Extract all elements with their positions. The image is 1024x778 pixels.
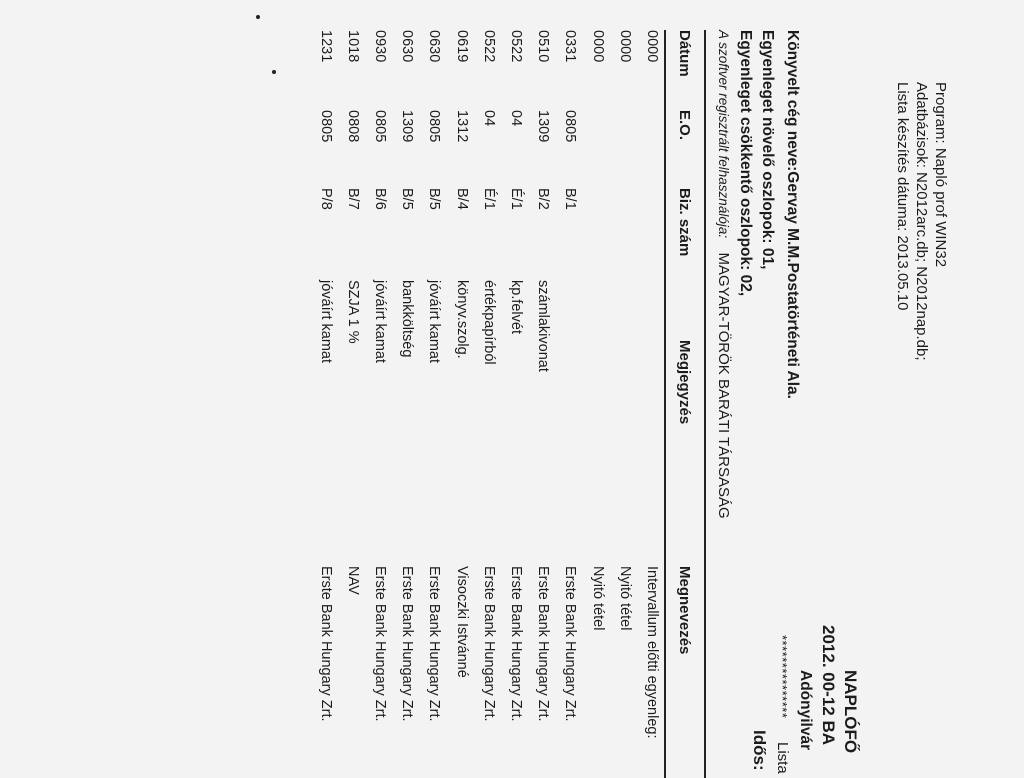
footer-lista: Lista (774, 742, 791, 774)
cell-megjegyzes: számlakivonat (535, 280, 552, 372)
table-row (500, 30, 524, 778)
binding-dot (256, 15, 260, 19)
cell-megjegyzes: jóváírt kamat (426, 280, 443, 363)
cell-eo: 0808 (344, 110, 361, 143)
company-name: Könyvelt cég neve:Gervay M.M.Postatörténeti Ala. (784, 30, 801, 399)
cell-biz: B/4 (453, 188, 470, 210)
cell-megnevezes: Erste Bank Hungary Zrt. (508, 566, 524, 722)
cell-biz: É/1 (508, 188, 524, 210)
cell-megnevezes: Erste Bank Hungary Zrt. (562, 566, 579, 722)
cell-datum: 0630 (426, 30, 443, 63)
cell-eo: 0805 (317, 110, 334, 143)
cell-datum: 1018 (344, 30, 361, 63)
decreasing-columns: Egyenleget csökkentő oszlopok: 02, (737, 30, 754, 297)
cell-datum: 1231 (317, 30, 334, 63)
licensee-name: MAGYAR-TÖRÖK BARÁTI TÁRSASÁG (715, 252, 732, 519)
table-row (609, 30, 633, 778)
cell-eo: 1309 (535, 110, 552, 143)
cell-biz: É/1 (480, 188, 497, 210)
report-period: 2012. 00-12 BA (819, 625, 838, 746)
cell-biz: B/5 (399, 188, 416, 210)
table-row (337, 30, 361, 778)
table-row (364, 30, 388, 778)
cell-eo: 0805 (562, 110, 579, 143)
report-title: NAPLÓFŐ (841, 670, 860, 754)
cell-eo: 04 (508, 110, 524, 127)
table-body (280, 30, 660, 778)
col-eo: E.O. (676, 110, 693, 141)
table-row (446, 30, 470, 778)
cell-datum: 0630 (399, 30, 416, 63)
cell-datum: 0510 (535, 30, 552, 63)
cell-eo: 1312 (453, 110, 470, 143)
cell-megjegyzes: kp.felvét (508, 280, 524, 334)
table-row (582, 30, 606, 778)
cell-datum: 0000 (616, 30, 633, 63)
cell-megnevezes: Intervallum előtti egyenleg: (644, 566, 660, 739)
cell-megnevezes: Erste Bank Hungary Zrt. (426, 566, 443, 722)
cell-megjegyzes: könyv.szolg. (453, 280, 470, 359)
licensee-label: A szoftver regisztrált felhasználója: (716, 30, 731, 239)
cell-biz: B/6 (372, 188, 388, 210)
cell-megnevezes: Visoczki Istvánné (453, 566, 470, 678)
cell-megjegyzes: értékpapírból (480, 280, 497, 365)
cell-biz: B/1 (562, 188, 579, 210)
cell-datum: 0522 (480, 30, 497, 63)
cell-megnevezes: Nyitó tétel (589, 566, 606, 631)
col-megnev: Megnevezés (676, 566, 693, 655)
cell-megnevezes: Erste Bank Hungary Zrt. (399, 566, 416, 722)
cell-eo: 0805 (372, 110, 388, 143)
cell-megjegyzes: bankköltség (399, 280, 416, 358)
table-row (473, 30, 497, 778)
databases-line: Adatbázisok: N2012arc.db; N2012nap.db; (913, 82, 930, 361)
table-row (527, 30, 551, 778)
cell-megnevezes: Erste Bank Hungary Zrt. (480, 566, 497, 722)
table-row (391, 30, 415, 778)
cell-datum: 0619 (453, 30, 470, 63)
list-date-line: Lista készítés dátuma: 2013.05.10 (894, 82, 911, 311)
table-top-rule (704, 30, 706, 778)
cell-eo: 04 (480, 110, 497, 127)
cell-megjegyzes: SZJA 1 % (344, 280, 361, 344)
cell-datum: 0522 (508, 30, 524, 63)
cell-megnevezes: Erste Bank Hungary Zrt. (535, 566, 552, 722)
col-biz: Biz. szám (676, 188, 693, 257)
cell-biz: B/2 (535, 188, 552, 210)
increasing-columns: Egyenleget növelő oszlopok: 01, (759, 30, 776, 270)
cell-biz: B/7 (344, 188, 361, 210)
col-datum: Dátum (676, 30, 693, 77)
cell-datum: 0331 (562, 30, 579, 63)
cell-megnevezes: NAV (344, 566, 361, 595)
licensee-line (714, 30, 733, 519)
col-megj: Megjegyzés (676, 340, 693, 425)
cell-datum: 0000 (589, 30, 606, 63)
cell-megjegyzes: jóváírt kamat (317, 280, 334, 363)
footer-idos: Idős: (750, 730, 769, 771)
binding-dot (272, 70, 276, 74)
cell-eo: 1309 (399, 110, 416, 143)
cell-biz: B/5 (426, 188, 443, 210)
table-header-rule (664, 30, 666, 778)
table-row (636, 30, 660, 778)
table-header (671, 30, 693, 778)
cell-megnevezes: Erste Bank Hungary Zrt. (372, 566, 388, 722)
table-row (554, 30, 578, 778)
cell-biz: P/8 (317, 188, 334, 210)
cell-datum: 0000 (644, 30, 660, 63)
cell-megjegyzes: jóváírt kamat (372, 280, 388, 363)
cell-datum: 0930 (372, 30, 388, 63)
program-line: Program: Napló prof WIN32 (932, 82, 949, 268)
table-row (310, 30, 334, 778)
cell-megnevezes: Erste Bank Hungary Zrt. (317, 566, 334, 722)
cell-eo: 0805 (426, 110, 443, 143)
footer-stars: *************** (775, 635, 790, 719)
cell-megnevezes: Nyitó tétel (616, 566, 633, 631)
report-subtitle: Adónyilvár (797, 670, 814, 751)
table-row (418, 30, 442, 778)
